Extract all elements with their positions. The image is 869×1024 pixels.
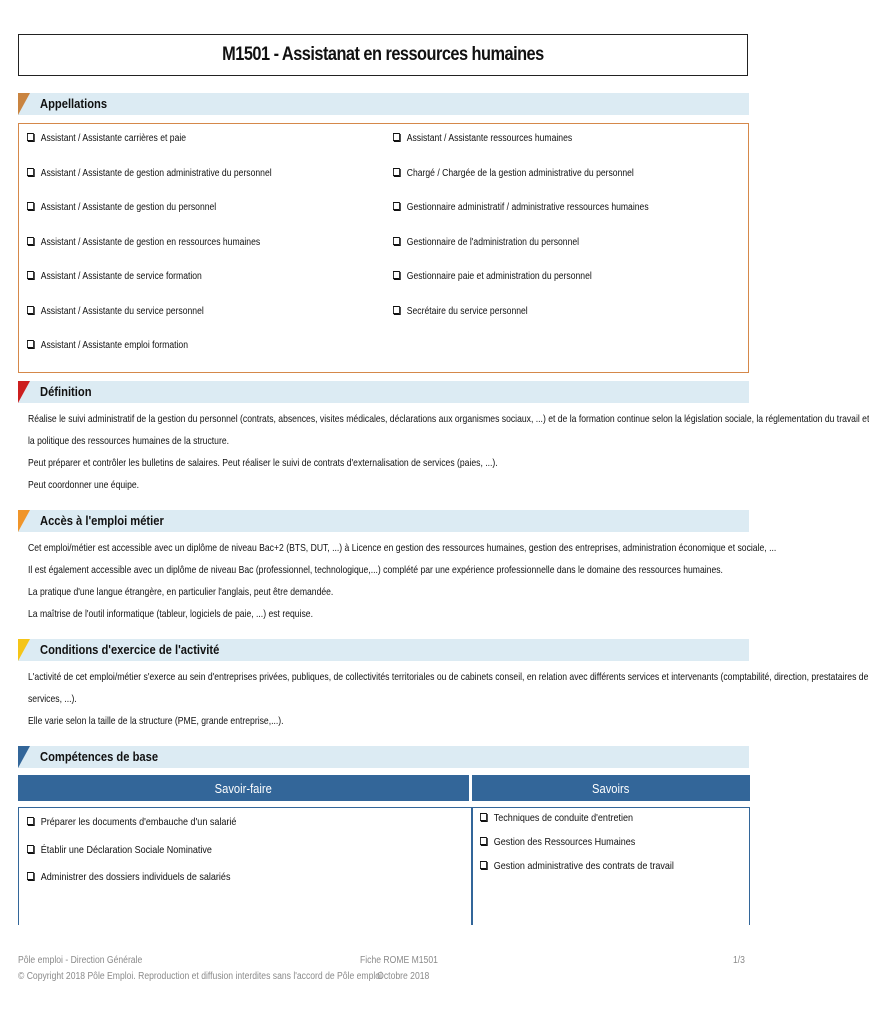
appellation-item: Gestionnaire administratif / administrative ressources humaines xyxy=(393,202,649,213)
footer-page-number: 1/3 xyxy=(733,955,745,966)
savoirs-item: Gestion des Ressources Humaines xyxy=(480,836,635,848)
definition-text xyxy=(28,408,869,496)
section-definition-label: Définition xyxy=(40,384,92,399)
acces-marker-icon xyxy=(18,510,30,532)
savoirs-list xyxy=(471,807,750,925)
section-conditions-label: Conditions d'exercice de l'activité xyxy=(40,642,220,657)
appellation-item: Assistant / Assistante de gestion du personnel xyxy=(27,202,216,213)
section-appellations-label: Appellations xyxy=(40,96,108,111)
definition-line: Réalise le suivi administratif de la gestion du personnel (contrats, absences, visites médicales, déclarations aux organismes sociaux, ...) et de la formation continue selon la législation sociale, la réglementation du travail et xyxy=(28,413,869,425)
checkbox-bullet-icon xyxy=(27,168,34,176)
checkbox-bullet-icon xyxy=(480,861,487,869)
checkbox-bullet-icon xyxy=(27,340,34,348)
section-acces-label: Accès à l'emploi métier xyxy=(40,513,164,528)
savoirs-item: Gestion administrative des contrats de travail xyxy=(480,860,674,872)
savoir-faire-item: Préparer les documents d'embauche d'un salarié xyxy=(27,816,236,828)
conditions-line: Elle varie selon la taille de la structure (PME, grande entreprise,...). xyxy=(28,715,284,727)
checkbox-bullet-icon xyxy=(480,813,487,821)
footer-date: Octobre 2018 xyxy=(377,971,430,982)
section-competences-label: Compétences de base xyxy=(40,749,159,764)
appellation-item: Chargé / Chargée de la gestion administrative du personnel xyxy=(393,168,634,179)
checkbox-bullet-icon xyxy=(27,872,34,880)
appellation-item: Assistant / Assistante du service personnel xyxy=(27,306,204,317)
page-title xyxy=(18,34,748,76)
acces-text xyxy=(28,537,777,625)
appellation-item: Assistant / Assistante de gestion administrative du personnel xyxy=(27,168,272,179)
checkbox-bullet-icon xyxy=(27,202,34,210)
checkbox-bullet-icon xyxy=(393,133,400,141)
conditions-line: L'activité de cet emploi/métier s'exerce au sein d'entreprises privées, publiques, de collectivités territoriales ou de cabinets conseil, en relation avec différents services et intervenants (comptabilité, direction, prestataires de xyxy=(28,671,869,683)
definition-line: Peut coordonner une équipe. xyxy=(28,479,140,491)
appellation-item: Assistant / Assistante carrières et paie xyxy=(27,133,186,144)
section-conditions xyxy=(18,639,749,661)
checkbox-bullet-icon xyxy=(27,237,34,245)
appellation-item: Gestionnaire paie et administration du personnel xyxy=(393,271,592,282)
section-appellations xyxy=(18,93,749,115)
checkbox-bullet-icon xyxy=(27,845,34,853)
footer-copyright: © Copyright 2018 Pôle Emploi. Reproduction et diffusion interdites sans l'accord de Pôle emploi xyxy=(18,971,382,982)
appellation-item: Secrétaire du service personnel xyxy=(393,306,528,317)
savoirs-header: Savoirs xyxy=(472,775,750,801)
section-definition xyxy=(18,381,749,403)
definition-line: Peut préparer et contrôler les bulletins de salaires. Peut réaliser le suivi de contrats d'externalisation de services (paies, ...). xyxy=(28,457,498,469)
checkbox-bullet-icon xyxy=(480,837,487,845)
footer-org: Pôle emploi - Direction Générale xyxy=(18,955,143,966)
checkbox-bullet-icon xyxy=(27,306,34,314)
checkbox-bullet-icon xyxy=(393,306,400,314)
savoirs-item: Techniques de conduite d'entretien xyxy=(480,812,633,824)
appellation-item: Assistant / Assistante de gestion en ressources humaines xyxy=(27,237,260,248)
savoir-faire-item: Établir une Déclaration Sociale Nominative xyxy=(27,844,212,856)
checkbox-bullet-icon xyxy=(393,271,400,279)
definition-marker-icon xyxy=(18,381,30,403)
checkbox-bullet-icon xyxy=(27,133,34,141)
appellation-item: Assistant / Assistante de service formation xyxy=(27,271,202,282)
competences-table xyxy=(18,775,750,925)
checkbox-bullet-icon xyxy=(393,202,400,210)
checkbox-bullet-icon xyxy=(393,168,400,176)
appellation-item: Assistant / Assistante emploi formation xyxy=(27,340,188,351)
savoir-faire-header: Savoir-faire xyxy=(18,775,469,801)
competences-marker-icon xyxy=(18,746,30,768)
section-acces xyxy=(18,510,749,532)
checkbox-bullet-icon xyxy=(393,237,400,245)
acces-line: Cet emploi/métier est accessible avec un diplôme de niveau Bac+2 (BTS, DUT, ...) à Licence en gestion des ressources humaines, gestion des entreprises, administration économique et sociale, ... xyxy=(28,542,777,554)
section-competences xyxy=(18,746,749,768)
footer-fiche: Fiche ROME M1501 xyxy=(360,955,438,966)
definition-line: la politique des ressources humaines de la structure. xyxy=(28,435,230,447)
savoir-faire-list xyxy=(18,807,473,925)
appellations-list xyxy=(18,123,749,373)
appellation-item: Assistant / Assistante ressources humaines xyxy=(393,133,572,144)
checkbox-bullet-icon xyxy=(27,817,34,825)
conditions-marker-icon xyxy=(18,639,30,661)
footer-left xyxy=(18,953,382,985)
acces-line: Il est également accessible avec un diplôme de niveau Bac (professionnel, technologique,...) complété par une expérience professionnelle dans le domaine des ressources humaines. xyxy=(28,564,723,576)
conditions-text xyxy=(28,666,869,732)
conditions-line: services, ...). xyxy=(28,693,77,705)
footer-center xyxy=(360,953,438,985)
acces-line: La maîtrise de l'outil informatique (tableur, logiciels de paie, ...) est requise. xyxy=(28,608,313,620)
checkbox-bullet-icon xyxy=(27,271,34,279)
acces-line: La pratique d'une langue étrangère, en particulier l'anglais, peut être demandée. xyxy=(28,586,334,598)
appellations-marker-icon xyxy=(18,93,30,115)
savoir-faire-item: Administrer des dossiers individuels de salariés xyxy=(27,871,230,883)
appellation-item: Gestionnaire de l'administration du personnel xyxy=(393,237,579,248)
page-title-text: M1501 - Assistanat en ressources humaines xyxy=(222,44,544,65)
